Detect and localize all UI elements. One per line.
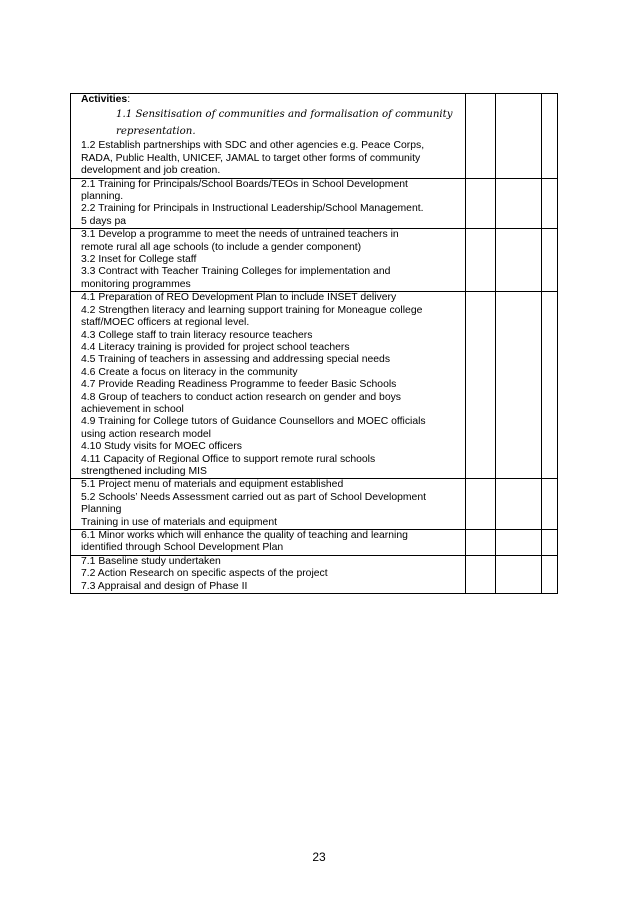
status-column-3-cell (542, 229, 558, 292)
activity-cell (71, 229, 466, 292)
activity-line: Planning (81, 504, 122, 516)
activity-line: 7.1 Baseline study undertaken (81, 555, 221, 567)
activity-line: using action research model (81, 428, 211, 440)
status-column-3-cell (542, 530, 558, 556)
activities-heading (81, 94, 463, 106)
activity-line: remote rural all age schools (to include a gender component) (81, 241, 362, 253)
status-column-1-cell (466, 94, 496, 179)
status-column-2-cell (496, 555, 542, 593)
activity-line: Training in use of materials and equipment (81, 516, 277, 528)
status-column-3-cell (542, 94, 558, 179)
activity-item-script: 1.1 Sensitisation of communities and formalisation of community representation. (116, 109, 453, 138)
status-column-2-cell (496, 94, 542, 179)
activity-line: planning. (81, 191, 124, 203)
activity-line: 4.2 Strengthen literacy and learning support training for Moneague college (81, 304, 423, 316)
activity-line: 4.5 Training of teachers in assessing and addressing special needs (81, 354, 391, 366)
activities-table (70, 93, 558, 594)
activity-row (71, 94, 558, 179)
activity-line: 3.3 Contract with Teacher Training Colleges for implementation and (81, 266, 391, 278)
status-column-1-cell (466, 229, 496, 292)
activity-line: 2.1 Training for Principals/School Boards/TEOs in School Development (81, 178, 408, 190)
activity-line: achievement in school (81, 403, 184, 415)
status-column-2-cell (496, 178, 542, 229)
activity-line: RADA, Public Health, UNICEF, JAMAL to target other forms of community (81, 152, 421, 164)
activity-line: 4.4 Literacy training is provided for project school teachers (81, 341, 350, 353)
status-column-1-cell (466, 292, 496, 479)
status-column-2-cell (496, 530, 542, 556)
activity-line: 6.1 Minor works which will enhance the quality of teaching and learning (81, 530, 408, 541)
activity-cell (71, 94, 466, 179)
activity-line: 4.7 Provide Reading Readiness Programme to feeder Basic Schools (81, 379, 397, 391)
activity-line: 4.1 Preparation of REO Development Plan to include INSET delivery (81, 292, 397, 304)
activity-line: 4.10 Study visits for MOEC officers (81, 441, 242, 453)
activity-row (71, 555, 558, 593)
activity-line: monitoring programmes (81, 278, 191, 290)
activity-line: 4.11 Capacity of Regional Office to support remote rural schools (81, 453, 376, 465)
activity-line: 5.2 Schools’ Needs Assessment carried out as part of School Development (81, 491, 426, 503)
status-column-1-cell (466, 178, 496, 229)
activity-line: 3.1 Develop a programme to meet the needs of untrained teachers in (81, 229, 399, 241)
activity-row (71, 479, 558, 530)
activities-heading-label: Activities (81, 94, 128, 105)
activity-line: 2.2 Training for Principals in Instructional Leadership/School Management. (81, 203, 424, 215)
status-column-3-cell (542, 292, 558, 479)
activity-line: development and job creation. (81, 165, 221, 177)
activity-line: 7.3 Appraisal and design of Phase II (81, 580, 248, 592)
activity-line: identified through School Development Plan (81, 542, 284, 554)
activity-line: 1.2 Establish partnerships with SDC and other agencies e.g. Peace Corps, (81, 140, 425, 152)
status-column-2-cell (496, 292, 542, 479)
activity-row (71, 292, 558, 479)
activity-line: staff/MOEC officers at regional level. (81, 317, 250, 329)
activity-line: 4.9 Training for College tutors of Guidance Counsellors and MOEC officials (81, 416, 426, 428)
activity-cell (71, 479, 466, 530)
activity-row (71, 530, 558, 556)
activity-row (71, 229, 558, 292)
activity-cell (71, 178, 466, 229)
status-column-3-cell (542, 555, 558, 593)
page-number: 23 (312, 850, 326, 864)
activity-line: 5 days pa (81, 215, 127, 227)
activity-line: strengthened including MIS (81, 465, 207, 477)
status-column-3-cell (542, 178, 558, 229)
activity-line: 5.1 Project menu of materials and equipment established (81, 479, 344, 491)
activity-line: 4.3 College staff to train literacy resource teachers (81, 329, 313, 341)
status-column-1-cell (466, 479, 496, 530)
activity-line: 4.6 Create a focus on literacy in the community (81, 366, 298, 378)
activity-line: 3.2 Inset for College staff (81, 254, 197, 266)
status-column-2-cell (496, 229, 542, 292)
activities-heading-colon: : (127, 94, 131, 105)
activity-line: 7.2 Action Research on specific aspects of the project (81, 568, 328, 580)
activity-cell (71, 555, 466, 593)
activity-line: 4.8 Group of teachers to conduct action research on gender and boys (81, 391, 402, 403)
status-column-1-cell (466, 555, 496, 593)
activities-table-body (71, 94, 558, 594)
activity-cell (71, 292, 466, 479)
activity-row (71, 178, 558, 229)
status-column-1-cell (466, 530, 496, 556)
status-column-2-cell (496, 479, 542, 530)
status-column-3-cell (542, 479, 558, 530)
activity-cell (71, 530, 466, 556)
